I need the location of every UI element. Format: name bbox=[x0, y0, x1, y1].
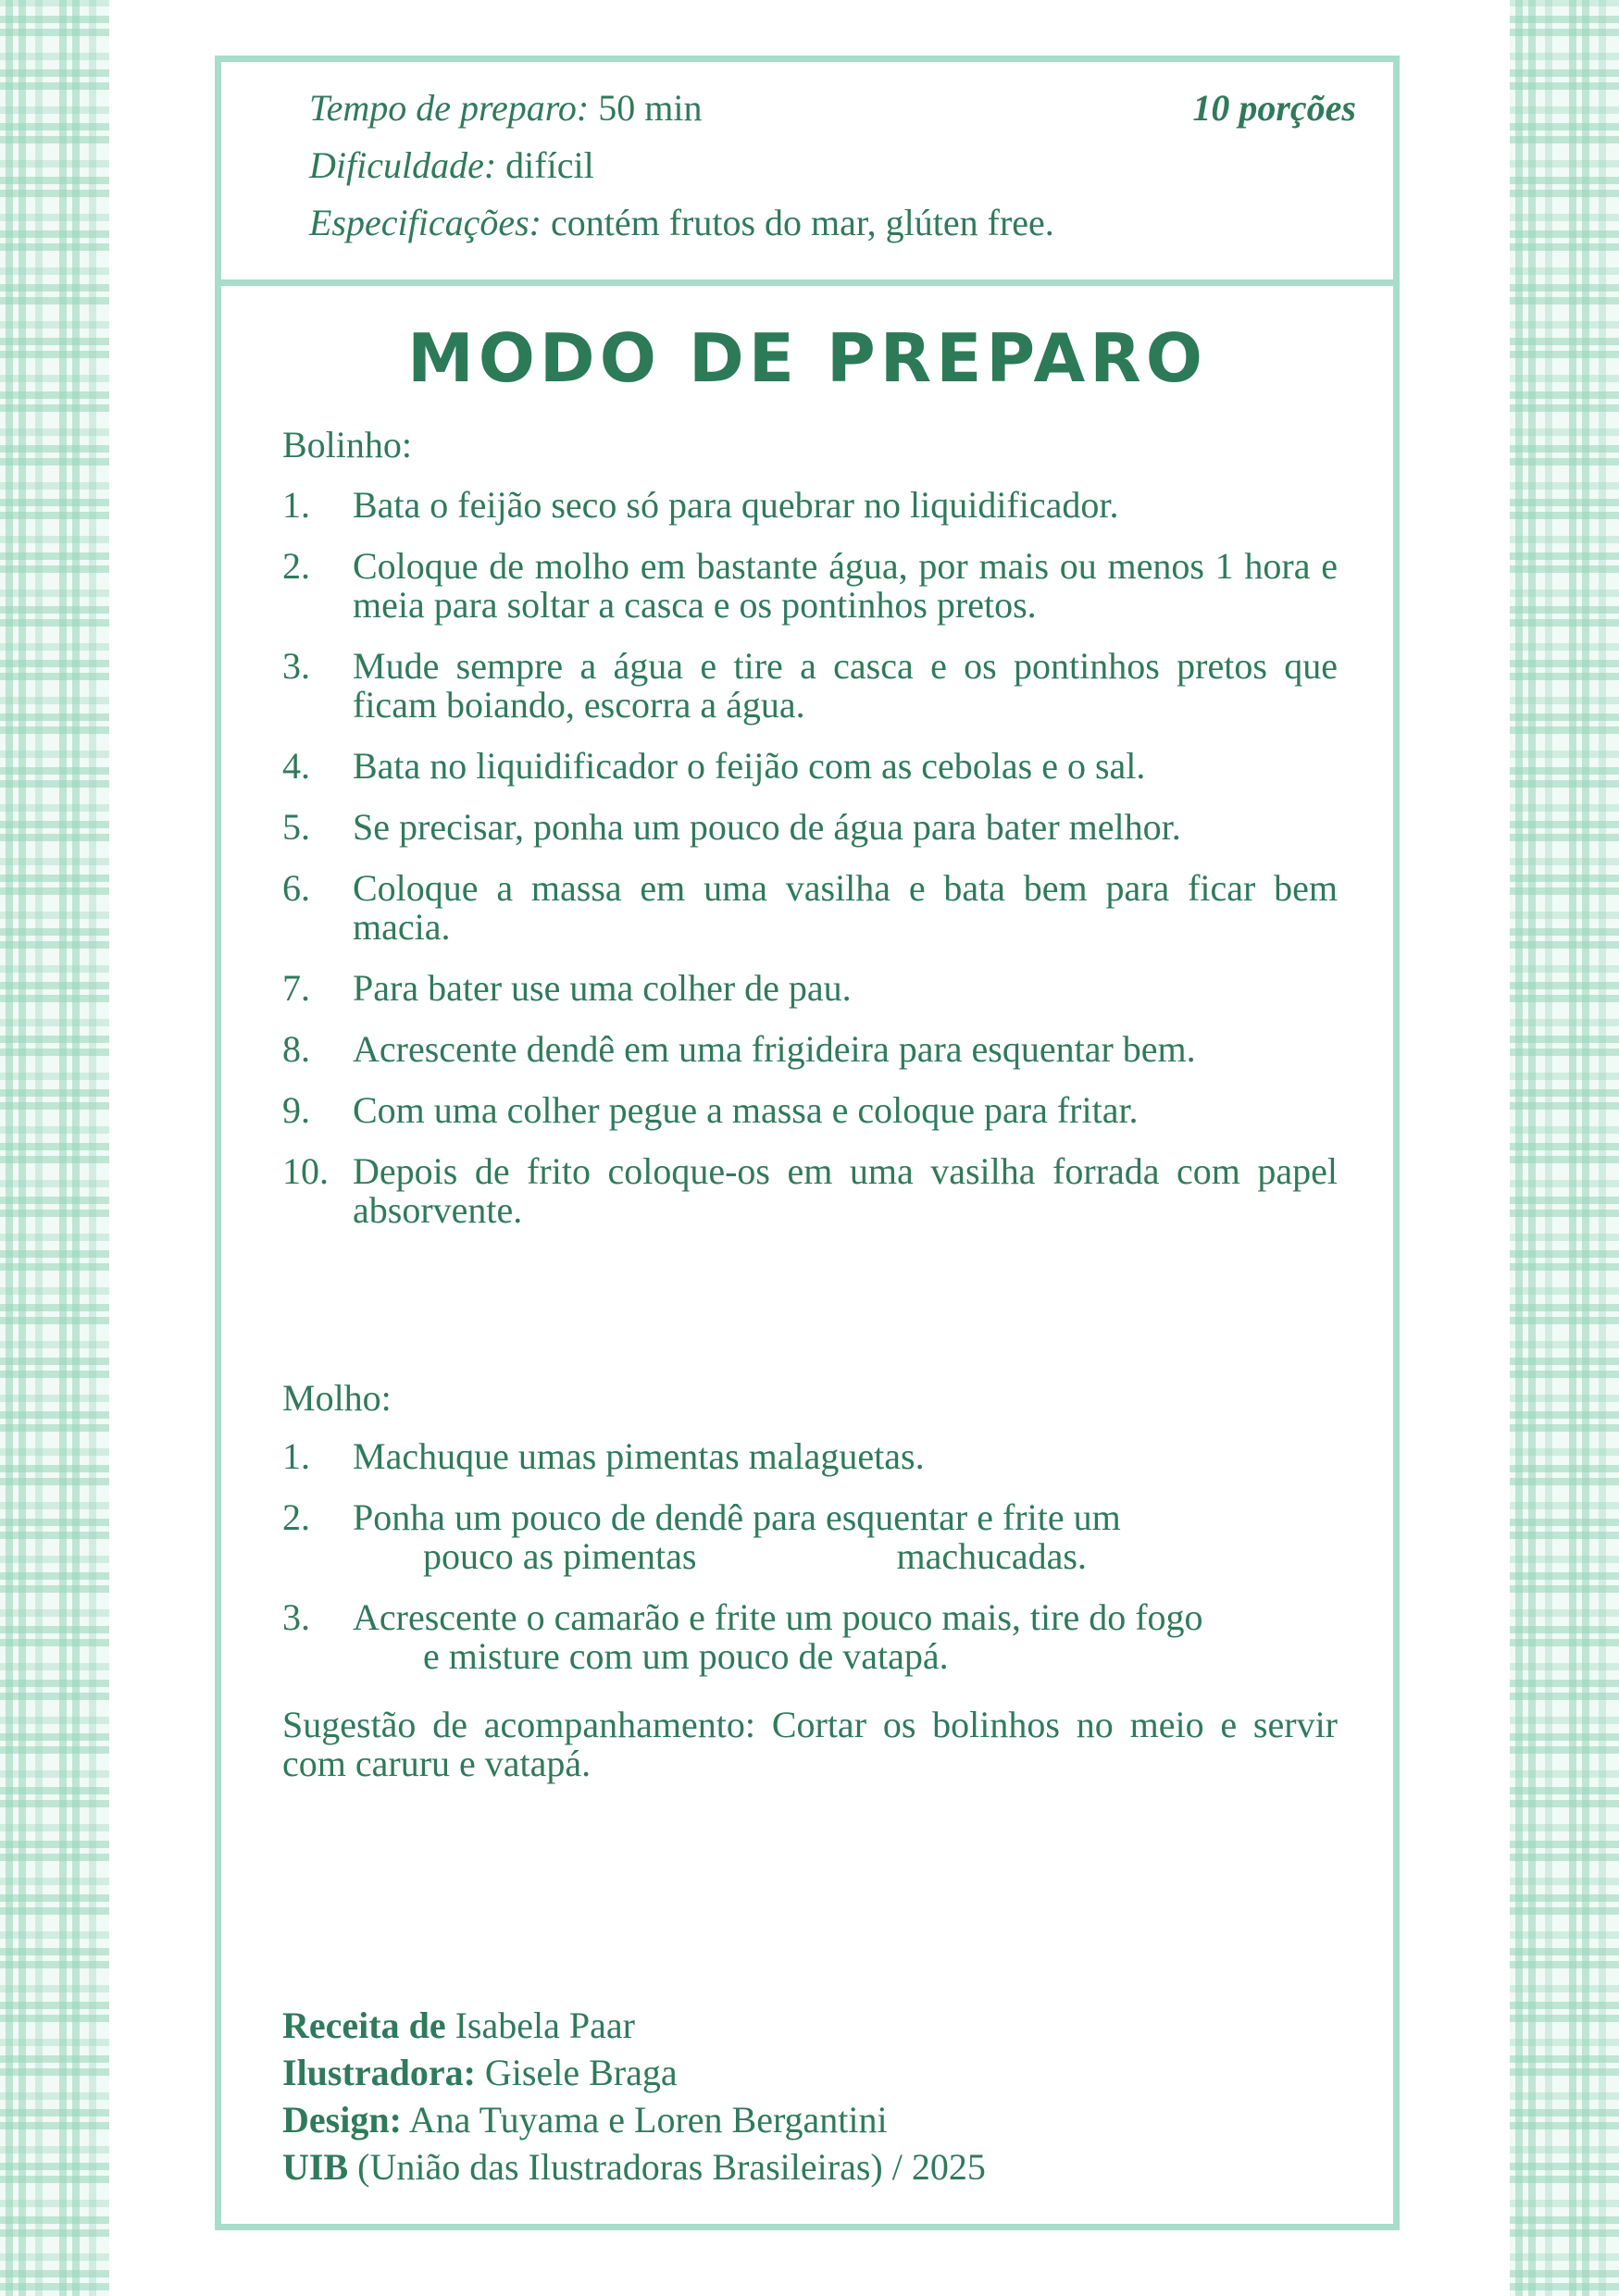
prep-time-label: Tempo de preparo: bbox=[309, 87, 590, 129]
step-text: Coloque a massa em uma vasilha e bata bem para ficar bem macia. bbox=[353, 867, 1338, 948]
list-item bbox=[282, 1030, 1338, 1069]
credit-design bbox=[282, 2096, 986, 2143]
step-text: Coloque de molho em bastante água, por mais ou menos 1 hora e meia para soltar a casca e os pontinhos pretos. bbox=[353, 545, 1338, 626]
molho-steps bbox=[282, 1437, 1338, 1698]
list-item bbox=[282, 747, 1338, 786]
step-number: 2. bbox=[282, 1496, 310, 1538]
prep-time-value: 50 min bbox=[598, 87, 703, 129]
list-item bbox=[282, 1598, 1338, 1676]
credit-design-value: Ana Tuyama e Loren Bergantini bbox=[408, 2099, 888, 2141]
credit-recipe bbox=[282, 2002, 986, 2049]
step-text: Se precisar, ponha um pouco de água para bater melhor. bbox=[353, 806, 1181, 848]
credit-org-value: (União das Ilustradoras Brasileiras) / 2025 bbox=[357, 2146, 986, 2188]
credit-illustrator bbox=[282, 2049, 986, 2096]
list-item bbox=[282, 808, 1338, 847]
recipe-meta-box bbox=[221, 62, 1393, 286]
plaid-border-left bbox=[0, 0, 109, 2296]
step-number: 1. bbox=[282, 484, 310, 526]
recipe-card bbox=[215, 56, 1400, 2230]
credit-illustrator-value: Gisele Braga bbox=[484, 2052, 678, 2093]
step-text: Com uma colher pegue a massa e coloque para fritar. bbox=[353, 1089, 1139, 1131]
step-text-part: pouco as pimentas bbox=[423, 1535, 697, 1577]
specifications-label: Especificações: bbox=[309, 202, 542, 243]
step-number: 10. bbox=[282, 1150, 329, 1192]
step-text-part: machucadas. bbox=[896, 1535, 1087, 1577]
step-text-continuation bbox=[353, 1537, 1338, 1576]
bolinho-heading: Bolinho: bbox=[282, 424, 413, 465]
step-text-continuation: e misture com um pouco de vatapá. bbox=[423, 1635, 949, 1677]
credit-org bbox=[282, 2143, 986, 2191]
step-number: 4. bbox=[282, 745, 310, 787]
step-number: 6. bbox=[282, 867, 310, 909]
credit-recipe-label: Receita de bbox=[282, 2004, 446, 2046]
list-item bbox=[282, 647, 1338, 725]
prep-time bbox=[309, 86, 702, 130]
credits bbox=[282, 2002, 986, 2191]
step-number: 3. bbox=[282, 645, 310, 687]
specifications-value: contém frutos do mar, glúten free. bbox=[551, 202, 1054, 243]
list-item bbox=[282, 1091, 1338, 1130]
difficulty-label: Dificuldade: bbox=[309, 144, 497, 186]
bolinho-steps bbox=[282, 486, 1338, 1252]
list-item bbox=[282, 1437, 1338, 1476]
list-item bbox=[282, 547, 1338, 625]
step-text: Acrescente o camarão e frite um pouco mais, tire do fogo bbox=[353, 1596, 1203, 1638]
specifications bbox=[309, 201, 1054, 245]
step-number: 3. bbox=[282, 1596, 310, 1638]
list-item bbox=[282, 969, 1338, 1008]
credit-illustrator-label: Ilustradora: bbox=[282, 2052, 476, 2093]
page-title: MODO DE PREPARO bbox=[407, 319, 1207, 397]
step-text: Ponha um pouco de dendê para esquentar e frite um bbox=[353, 1496, 1121, 1538]
portions: 10 porções bbox=[1192, 87, 1356, 129]
step-number: 9. bbox=[282, 1089, 310, 1131]
list-item bbox=[282, 1152, 1338, 1230]
step-text: Acrescente dendê em uma frigideira para esquentar bem. bbox=[353, 1028, 1196, 1070]
list-item bbox=[282, 1498, 1338, 1576]
molho-heading: Molho: bbox=[282, 1377, 392, 1419]
serving-suggestion: Sugestão de acompanhamento: Cortar os bolinhos no meio e servir com caruru e vatapá. bbox=[282, 1704, 1338, 1784]
credit-org-label: UIB bbox=[282, 2146, 349, 2188]
step-text: Bata o feijão seco só para quebrar no liquidificador. bbox=[353, 484, 1119, 526]
step-number: 1. bbox=[282, 1435, 310, 1477]
step-text: Machuque umas pimentas malaguetas. bbox=[353, 1435, 925, 1477]
credit-design-label: Design: bbox=[282, 2099, 402, 2141]
step-text: Mude sempre a água e tire a casca e os pontinhos pretos que ficam boiando, escorra a água. bbox=[353, 645, 1338, 726]
step-number: 5. bbox=[282, 806, 310, 848]
credit-recipe-value: Isabela Paar bbox=[455, 2004, 635, 2046]
step-number: 2. bbox=[282, 545, 310, 587]
step-text: Para bater use uma colher de pau. bbox=[353, 967, 852, 1009]
difficulty-value: difícil bbox=[505, 144, 594, 186]
difficulty bbox=[309, 143, 594, 188]
step-number: 7. bbox=[282, 967, 310, 1009]
step-text: Bata no liquidificador o feijão com as cebolas e o sal. bbox=[353, 745, 1146, 787]
plaid-border-right bbox=[1510, 0, 1619, 2296]
list-item bbox=[282, 486, 1338, 525]
step-text: Depois de frito coloque-os em uma vasilha forrada com papel absorvente. bbox=[353, 1150, 1338, 1231]
step-number: 8. bbox=[282, 1028, 310, 1070]
list-item bbox=[282, 869, 1338, 947]
